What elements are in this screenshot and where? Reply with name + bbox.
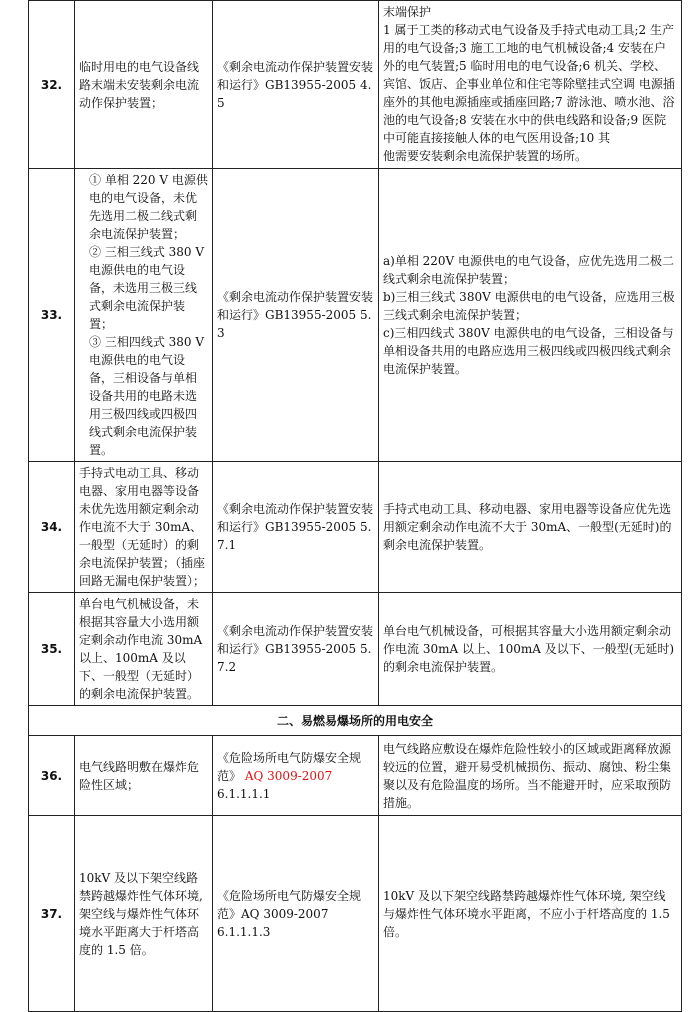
table-row: [29, 169, 682, 462]
standard-requirement: [379, 1, 682, 169]
hazard-item: 单台电气机械设备，未根据其容量大小选用额定剩余动作电流 30mA 以上、100mA 及以下、一般型（无延时）的剩余电流保护装置。: [75, 593, 213, 706]
basis-reference: 《剩余电流动作保护装置安装和运行》GB13955-2005 5.7.1: [213, 462, 379, 593]
standard-requirement: 单台电气机械设备，可根据其容量大小选用额定剩余动作电流 30mA 以上、100mA 及以下、一般型(无延时)的剩余电流保护装置。: [379, 593, 682, 706]
hazard-item-line: ② 三相三线式 380 V 电源供电的电气设备，未选用三极三线式剩余电流保护装置；: [89, 245, 205, 331]
basis-title: 《危险场所电气防爆安全规范》: [217, 750, 362, 783]
row-number: 35.: [29, 593, 75, 706]
standard-requirement: 电气线路应敷设在爆炸危险性较小的区域或距离释放源较远的位置，避开易受机械损伤、振动、腐蚀、粉尘集聚以及有危险温度的场所。当不能避开时，应采取预防措施。: [379, 736, 682, 816]
basis-reference: 《剩余电流动作保护装置安装和运行》GB13955-2005 5.7.2: [213, 593, 379, 706]
table-row: [29, 462, 682, 593]
basis-reference: [213, 816, 379, 1012]
standard-line: 他需要安装剩余电流保护装置的场所。: [383, 149, 588, 163]
row-number: 37.: [29, 816, 75, 1012]
standard-line: 末端保护: [383, 5, 432, 19]
table-row: [29, 816, 682, 1012]
row-number: 32.: [29, 1, 75, 169]
row-number: 36.: [29, 736, 75, 816]
basis-title: 《危险场所电气防爆安全规范》AQ 3009-2007: [217, 888, 362, 921]
hazard-item: 电气线路明敷在爆炸危险性区域；: [75, 736, 213, 816]
inspection-table: [28, 0, 682, 1012]
basis-reference: 《剩余电流动作保护装置安装和运行》GB13955-2005 5.3: [213, 169, 379, 462]
table-row: [29, 1, 682, 169]
hazard-item: 临时用电的电气设备线路末端未安装剩余电流动作保护装置；: [75, 1, 213, 169]
hazard-item: 10kV 及以下架空线路禁跨越爆炸性气体环境, 架空线与爆炸性气体环境水平距离大于杆塔高度的 1.5 倍。: [75, 816, 213, 1012]
table-row: [29, 593, 682, 706]
row-number: 34.: [29, 462, 75, 593]
basis-reference: 《剩余电流动作保护装置安装和运行》GB13955-2005 4.5: [213, 1, 379, 169]
basis-clause: 6.1.1.1.3: [217, 924, 271, 939]
table-row: [29, 736, 682, 816]
standard-line: a)单相 220V 电源供电的电气设备，应优先选用二极二线式剩余电流保护装置；: [383, 254, 675, 286]
row-number: 33.: [29, 169, 75, 462]
hazard-item: [75, 169, 213, 462]
hazard-item-line: ① 单相 220 V 电源供电的电气设备，未优先选用二极二线式剩余电流保护装置；: [89, 173, 208, 241]
section-heading: 二、易燃易爆场所的用电安全: [29, 706, 682, 736]
basis-reference: [213, 736, 379, 816]
standard-requirement: [379, 169, 682, 462]
basis-standard-code: AQ 3009-2007: [244, 768, 333, 783]
standard-line: c)三相四线式 380V 电源供电的电气设备，三相设备与单相设备共用的电路应选用三极四线或四极四线式剩余电流保护装置。: [383, 326, 674, 376]
standard-requirement: 手持式电动工具、移动电器、家用电器等设备应优先选用额定剩余动作电流不大于 30mA、一般型(无延时)的剩余电流保护装置。: [379, 462, 682, 593]
standard-line: b)三相三线式 380V 电源供电的电气设备，应选用三极三线式剩余电流保护装置；: [383, 290, 675, 322]
section-row: [29, 706, 682, 736]
hazard-item: 手持式电动工具、移动电器、家用电器等设备未优先选用额定剩余动作电流不大于 30mA、一般型（无延时）的剩余电流保护装置；（插座回路无漏电保护装置）；: [75, 462, 213, 593]
hazard-item-line: ③ 三相四线式 380 V 电源供电的电气设备，三相设备与单相设备共用的电路未选用三极四线或四极四线式剩余电流保护装置。: [89, 335, 205, 457]
standard-line: 1 属于工类的移动式电气设备及手持式电动工具;2 生产用的电气设备;3 施工工地的电气机械设备;4 安装在户外的电气装置;5 临时用电的电气设备;6 机关、学校、宾馆、饭店、企事业单位和住宅等除壁挂式空调 电源插座外的其他电源插座或插座回路;7 游泳池、喷水池、浴池的电气设备;8 安装在水中的供电线路和设备;9 医院中可能直接接触人体的电气医用设备;10 其: [383, 23, 675, 145]
standard-requirement: 10kV 及以下架空线路禁跨越爆炸性气体环境, 架空线与爆炸性气体环境水平距离，不应小于杆塔高度的 1.5 倍。: [379, 816, 682, 1012]
basis-clause: 6.1.1.1.1: [217, 786, 271, 801]
